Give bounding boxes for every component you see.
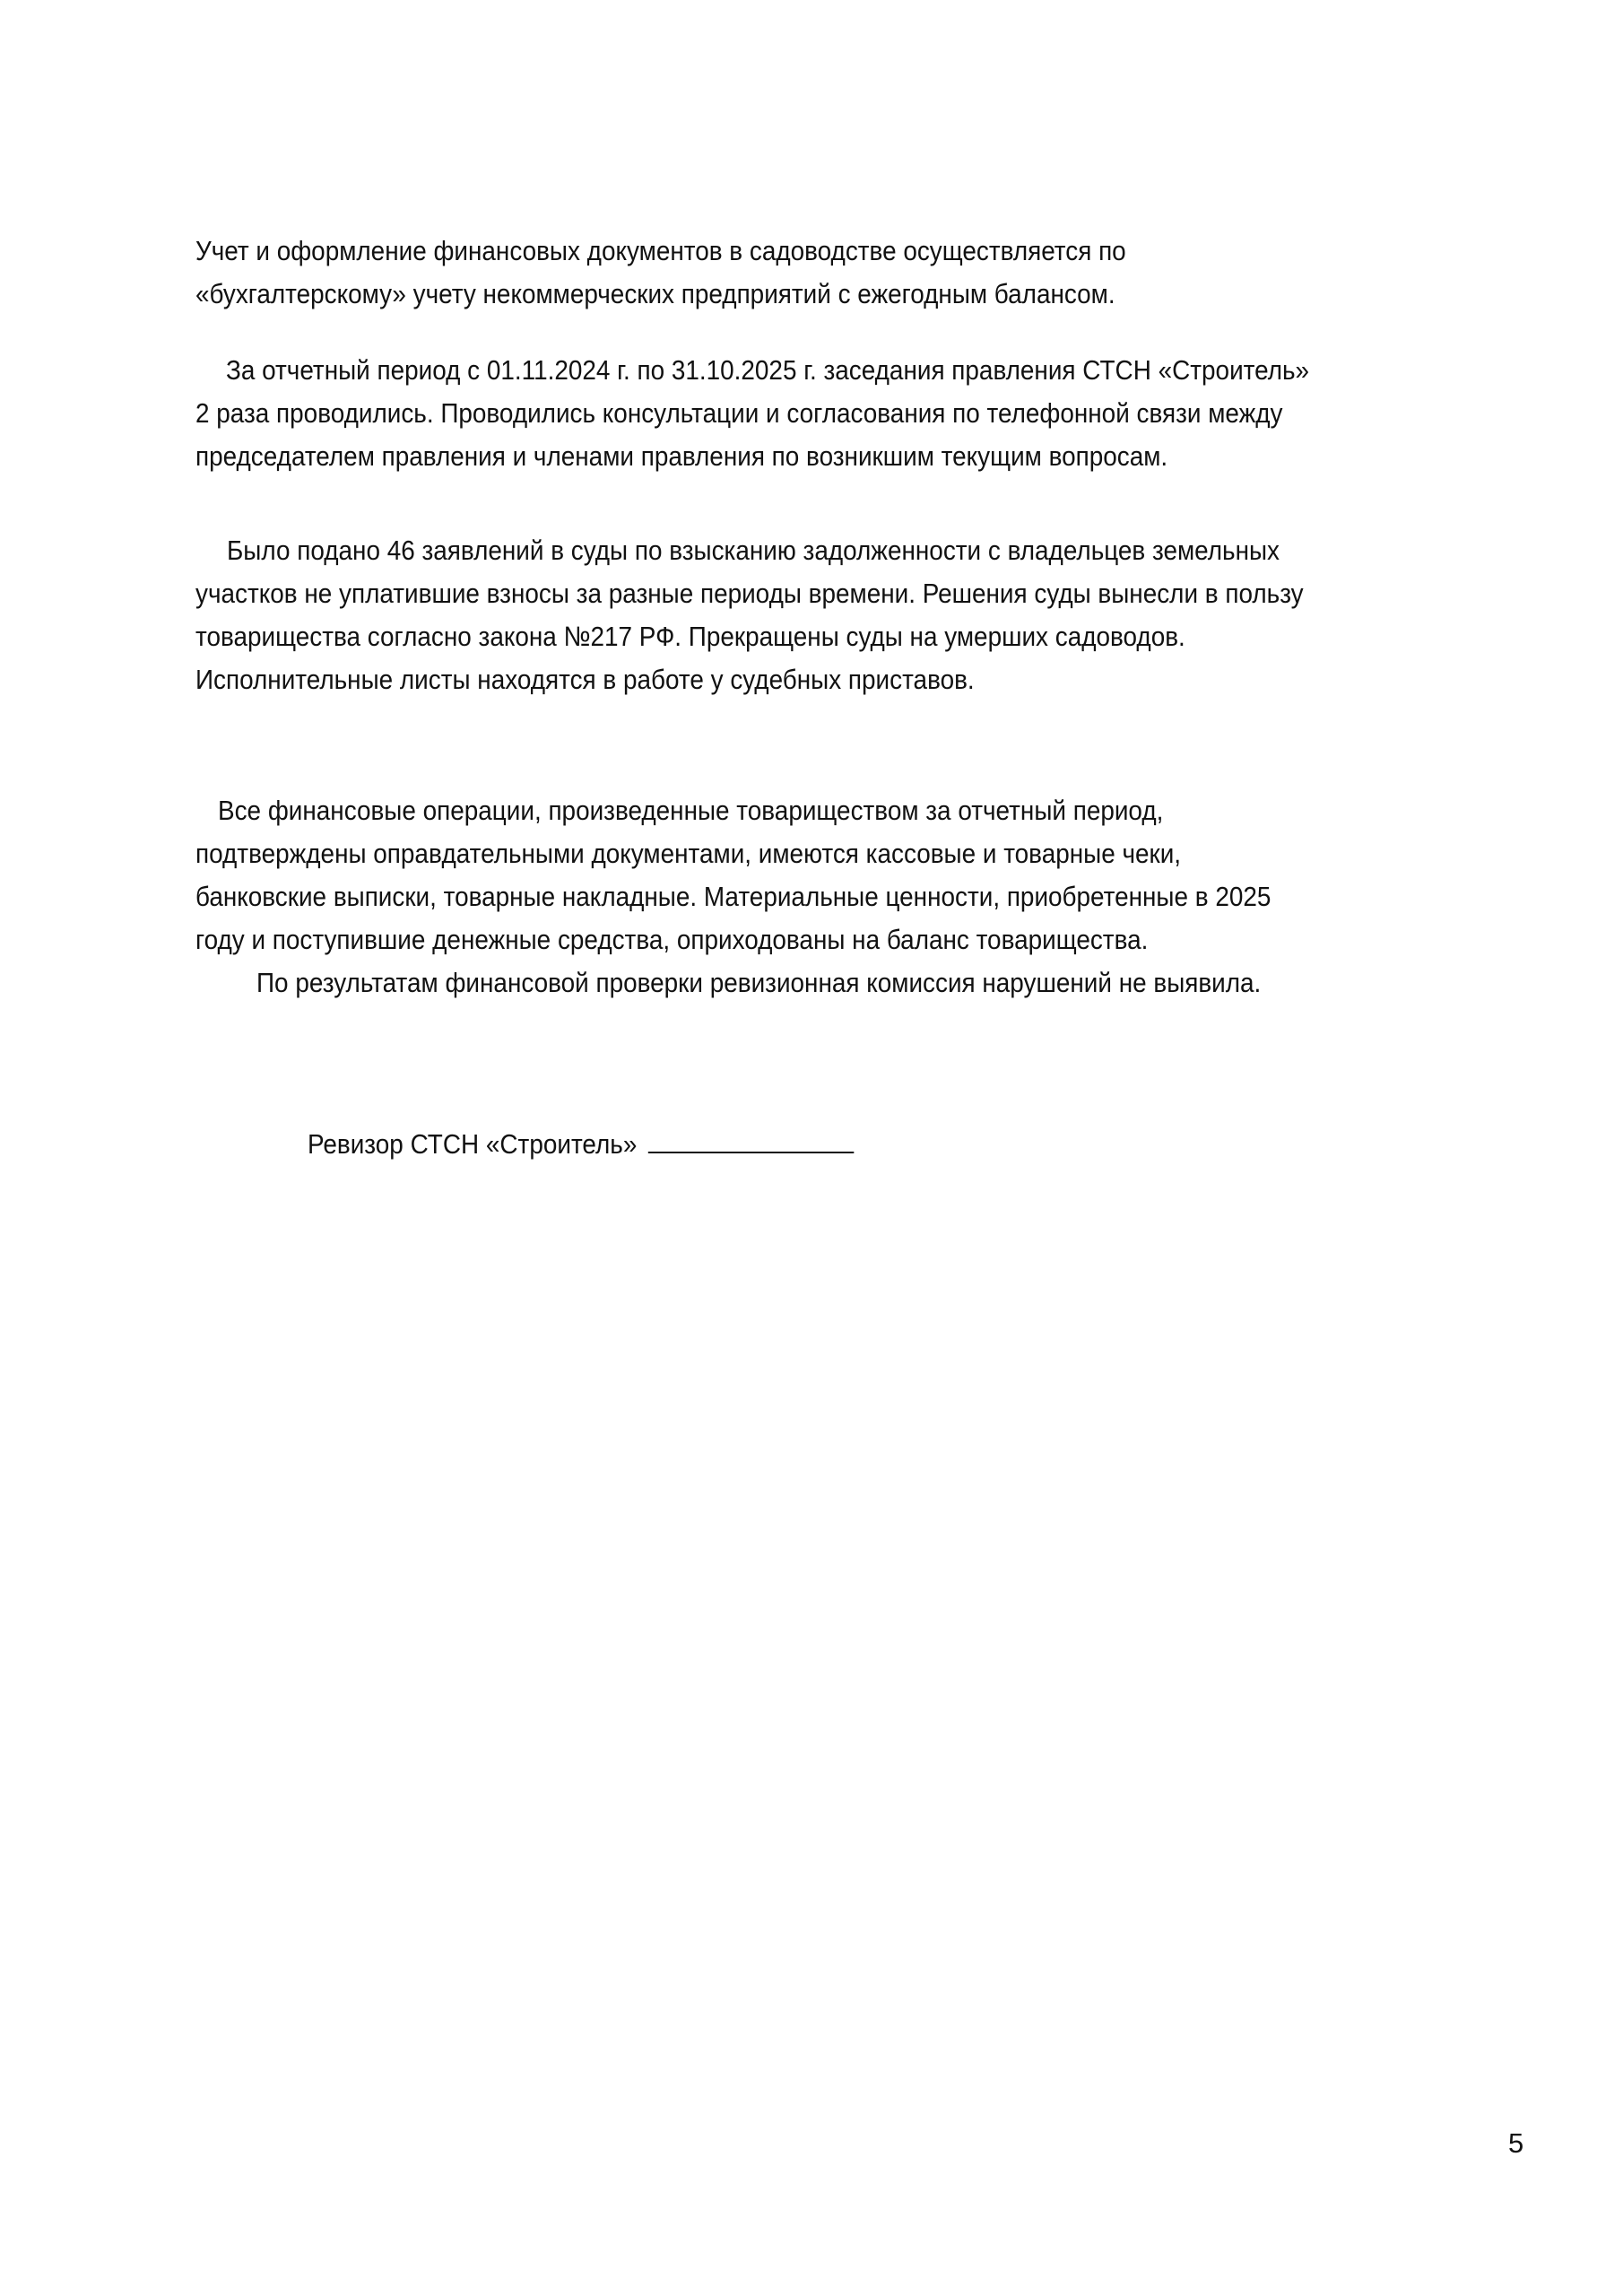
paragraph-4-line-4: году и поступившие денежные средства, оприходованы на баланс товарищества. [195,924,1149,955]
paragraph-3-line-4: Исполнительные листы находятся в работе у судебных приставов. [195,664,975,695]
paragraph-1-line-1: Учет и оформление финансовых документов в садоводстве осуществляется по [195,235,1126,266]
paragraph-4-line-1: Все финансовые операции, произведенные товариществом за отчетный период, [218,795,1164,826]
paragraph-2-line-2: 2 раза проводились. Проводились консультации и согласования по телефонной связи между [195,397,1283,429]
paragraph-4-line-3: банковские выписки, товарные накладные. Материальные ценности, приобретенные в 2025 [195,881,1271,912]
paragraph-3-line-1: Было подано 46 заявлений в суды по взысканию задолженности с владельцев земельных [227,535,1280,566]
page-number: 5 [1508,2127,1524,2159]
signature-line [648,1126,855,1153]
paragraph-1-line-2: «бухгалтерскому» учету некоммерческих предприятий с ежегодным балансом. [195,278,1115,309]
paragraph-2-line-1: За отчетный период с 01.11.2024 г. по 31.10.2025 г. заседания правления СТСН «Строитель» [226,354,1310,386]
paragraph-3-line-3: товарищества согласно закона №217 РФ. Прекращены суды на умерших садоводов. [195,621,1185,652]
paragraph-4-line-2: подтверждены оправдательными документами, имеются кассовые и товарные чеки, [195,838,1182,869]
signature-label: Ревизор СТСН «Строитель» [308,1128,638,1160]
paragraph-2-line-3: председателем правления и членами правления по возникшим текущим вопросам. [195,440,1168,472]
paragraph-4-line-5: По результатам финансовой проверки ревизионная комиссия нарушений не выявила. [256,967,1262,998]
paragraph-3-line-2: участков не уплатившие взносы за разные периоды времени. Решения суды вынесли в пользу [195,578,1304,609]
signature-block [308,1126,854,1161]
